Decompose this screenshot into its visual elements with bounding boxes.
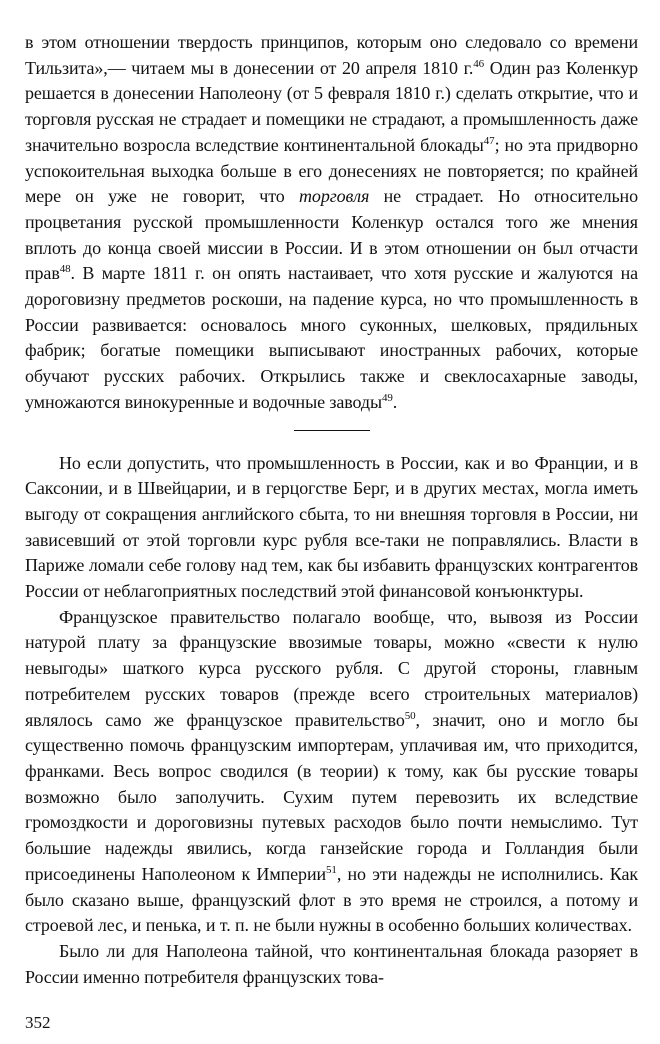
text-run: в этом отношении твердость принципов, которым оно следовало со времени Тильзита»,— читаем мы в донесении от 20 апреля 1810 г.	[25, 32, 638, 78]
footnote-ref-47: 47	[483, 134, 495, 147]
text-run: Один раз Коленкур решается в донесении Наполеону (от 5 февраля 1810 г.) сделать открытие, что и торговля русская не страдает и помещики не страдают, а промышленность даже значительно возросла вследствие континентальной блокады	[25, 57, 638, 155]
paragraph-industry-and-exchange: Но если допустить, что промышленность в России, как и во Франции, и в Саксонии, и в Швейцарии, и в герцогстве Берг, и в других местах, могла иметь выгоду от сокращения английского сбыта, то ни внешняя торговля в России, ни зависевший от этой торговли курс рубля все-таки не поправлялись. Власти в Париже ломали себе голову над тем, как бы избавить французских контрагентов России от неблагоприятных последствий этой финансовой конъюнктуры.	[25, 452, 638, 602]
text-run: Французское правительство полагало вообще, что, вывозя из России натурой плату за французские ввозимые товары, можно «свести к нулю невыгоды» шаткого курса русского рубля. С другой стороны, главным потребителем русских товаров (прежде всего строительных материалов) являлось само же французское правительство	[25, 606, 638, 730]
text-run: ; но эта придворно успокоительная выходка больше в его донесениях не повторяется; по крайней мере он уже не говорит, что	[25, 134, 638, 207]
paragraph-french-government	[25, 605, 638, 939]
text-run: не страдает. Но относительно процветания русской промышленности Коленкур остался того же мнения вплоть до конца своей миссии в России. И в этом отношении он был отчасти прав	[25, 186, 638, 284]
footnote-ref-49: 49	[381, 391, 393, 404]
text-run: .	[392, 391, 398, 412]
paragraph-caulaincourt-reports	[25, 30, 638, 416]
section-divider	[294, 430, 370, 431]
paragraph-napoleon-question: Было ли для Наполеона тайной, что континентальная блокада разоряет в России именно потребителя французских това-	[25, 940, 638, 987]
footnote-ref-48: 48	[59, 263, 71, 276]
page-number: 352	[25, 1013, 51, 1032]
footnote-ref-51: 51	[326, 863, 337, 876]
text-run: . В марте 1811 г. он опять настаивает, что хотя русские и жалуются на дороговизну предметов роскоши, на падение курса, но что промышленность в России развивается: основалось много суконных, шелковых, прядильных фабрик; богатые помещики выписывают иностранных рабочих, которые обучают русских рабочих. Открылись также и свеклосахарные заводы, умножаются винокуренные и водочные заводы	[25, 263, 638, 412]
footnote-ref-50: 50	[404, 709, 416, 722]
footnote-ref-46: 46	[473, 57, 485, 70]
text-run: , значит, оно и могло бы существенно помочь французским импортерам, уплачивая им, что приходится, франками. Весь вопрос сводился (в теории) к тому, как бы русские товары возможно было заполучить. Сухим путем перевозить их вследствие громоздкости и дороговизны путевых расходов было почти немыслимо. Тут большие надежды явились, когда ганзейские города и Голландия были присоединены Наполеоном к Империи	[25, 709, 638, 884]
emphasis-word: торговля	[299, 186, 370, 207]
text-run: , но эти надежды не исполнились. Как было сказано выше, французский флот в это время не строился, а потому и строевой лес, и пенька, и т. п. не были нужны в особенно больших количествах.	[25, 863, 638, 936]
